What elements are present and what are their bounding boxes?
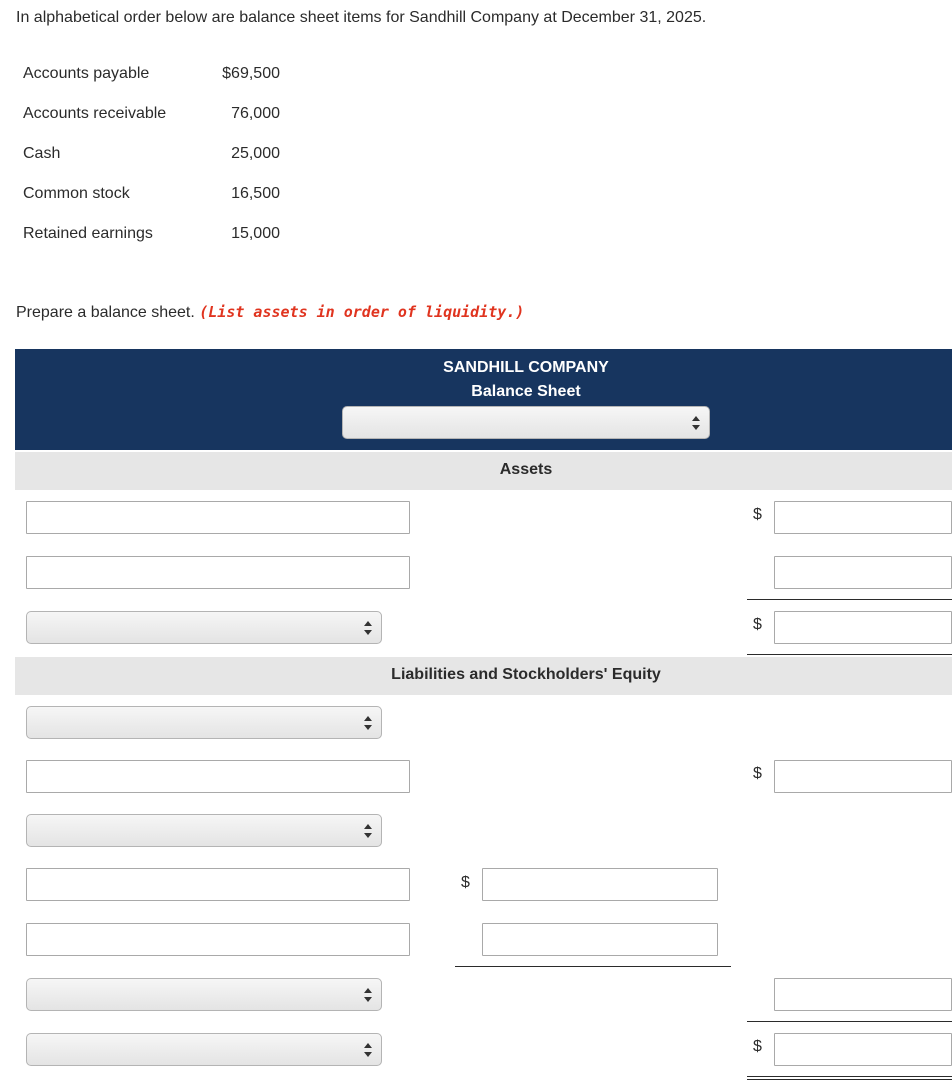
- asset-1-dollar-sign: $: [753, 506, 762, 523]
- intro-text: In alphabetical order below are balance sheet items for Sandhill Company at December 31, 2025.: [16, 9, 707, 26]
- total-liabilities-equity-dollar-sign: $: [753, 1038, 762, 1055]
- select-arrows-icon: [364, 716, 372, 731]
- total-assets-amount-input[interactable]: [774, 611, 952, 644]
- liability-1-amount-input[interactable]: [774, 760, 952, 793]
- item-label-retained-earnings: Retained earnings: [23, 225, 153, 242]
- total-liabilities-equity-amount-input[interactable]: [774, 1033, 952, 1066]
- item-value-cash: 25,000: [231, 145, 280, 162]
- assets-section-title: Assets: [499, 461, 553, 478]
- liabilities-section-title: Liabilities and Stockholders' Equity: [391, 666, 661, 683]
- equity-1-label-input[interactable]: [26, 868, 410, 901]
- asset-subtotal-rule: [747, 599, 952, 600]
- prompt: [16, 303, 524, 322]
- date-select[interactable]: [342, 406, 710, 439]
- asset-2-amount-input[interactable]: [774, 556, 952, 589]
- item-label-accounts-receivable: Accounts receivable: [23, 105, 167, 122]
- total-equity-label-select[interactable]: [26, 978, 382, 1011]
- company-name: SANDHILL COMPANY: [443, 359, 609, 376]
- equity-2-amount-input[interactable]: [482, 923, 718, 956]
- equity-1-dollar-sign: $: [461, 874, 470, 891]
- total-assets-label-select[interactable]: [26, 611, 382, 644]
- total-liabilities-equity-label-select[interactable]: [26, 1033, 382, 1066]
- item-value-retained-earnings: 15,000: [231, 225, 280, 242]
- select-arrows-icon: [364, 621, 372, 636]
- grand-total-double-rule-bottom: [747, 1079, 952, 1080]
- item-value-accounts-receivable: 76,000: [231, 105, 280, 122]
- select-arrows-icon: [364, 988, 372, 1003]
- liability-1-label-input[interactable]: [26, 760, 410, 793]
- item-value-common-stock: 16,500: [231, 185, 280, 202]
- item-label-cash: Cash: [23, 145, 61, 162]
- asset-1-amount-input[interactable]: [774, 501, 952, 534]
- total-equity-amount-input[interactable]: [774, 978, 952, 1011]
- item-value-accounts-payable: $69,500: [222, 65, 280, 82]
- total-equity-rule: [747, 1021, 952, 1022]
- prompt-text: Prepare a balance sheet.: [16, 304, 200, 321]
- equity-subtotal-rule: [455, 966, 731, 967]
- grand-total-double-rule-top: [747, 1076, 952, 1077]
- prompt-hint: (List assets in order of liquidity.): [199, 303, 525, 321]
- liability-1-dollar-sign: $: [753, 765, 762, 782]
- total-assets-double-rule-top: [747, 654, 952, 655]
- select-arrows-icon: [364, 1043, 372, 1058]
- select-arrows-icon: [692, 416, 700, 431]
- statement-title: Balance Sheet: [471, 383, 581, 400]
- item-label-accounts-payable: Accounts payable: [23, 65, 150, 82]
- select-arrows-icon: [364, 824, 372, 839]
- asset-2-label-input[interactable]: [26, 556, 410, 589]
- asset-1-label-input[interactable]: [26, 501, 410, 534]
- equity-1-amount-input[interactable]: [482, 868, 718, 901]
- equity-heading-select[interactable]: [26, 814, 382, 847]
- liabilities-heading-select[interactable]: [26, 706, 382, 739]
- item-label-common-stock: Common stock: [23, 185, 130, 202]
- equity-2-label-input[interactable]: [26, 923, 410, 956]
- total-assets-dollar-sign: $: [753, 616, 762, 633]
